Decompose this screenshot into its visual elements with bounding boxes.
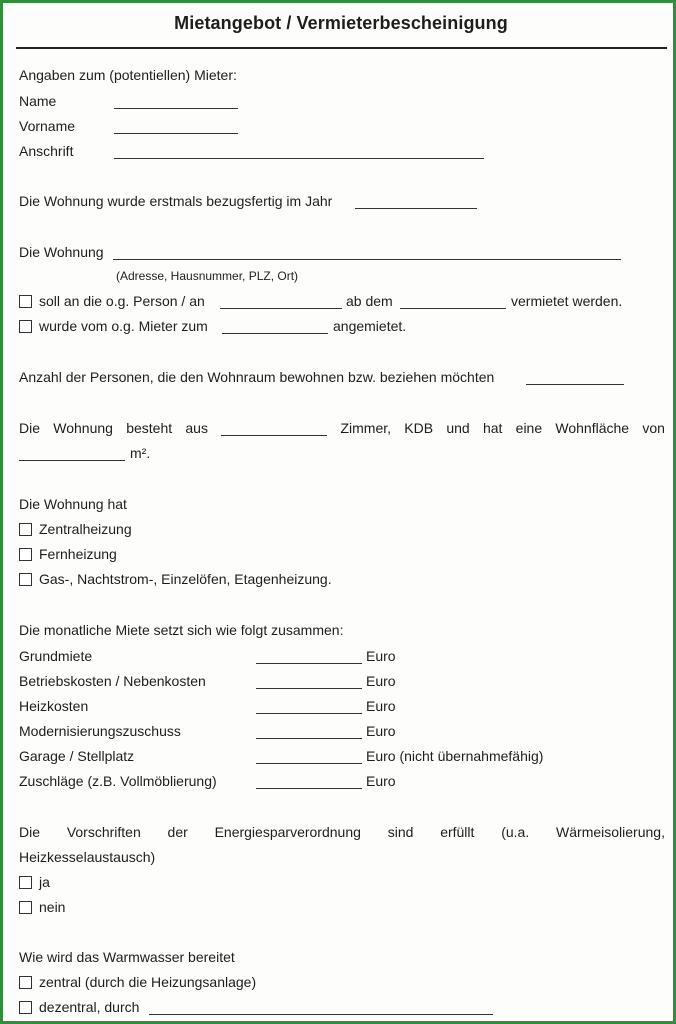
apartment-address-field[interactable] [113, 259, 621, 260]
other-heating-label: Gas-, Nachtstrom-, Einzelöfen, Etagenheizung. [39, 571, 332, 587]
rent-out-text-a: soll an die o.g. Person / an [39, 293, 205, 309]
rent-row-label: Betriebskosten / Nebenkosten [19, 673, 206, 689]
rented-text-b: angemietet. [333, 318, 407, 334]
rooms-word: aus [185, 420, 208, 436]
firstname-label: Vorname [19, 118, 76, 134]
name-label: Name [19, 93, 57, 109]
water-central-label: zentral (durch die Heizungsanlage) [39, 974, 257, 990]
persons-field[interactable] [526, 384, 624, 385]
rooms-word: KDB [404, 420, 434, 436]
base-rent-field[interactable] [256, 663, 362, 664]
operating-costs-field[interactable] [256, 688, 362, 689]
district-heating-label: Fernheizung [39, 546, 117, 562]
rooms-word: und [446, 420, 470, 436]
rent-row-unit: Euro [366, 723, 396, 739]
apartment-label: Die Wohnung [19, 244, 104, 260]
rooms-word: eine [515, 420, 543, 436]
rented-date-field[interactable] [222, 333, 328, 334]
rent-row-unit: Euro [366, 648, 396, 664]
first-ready-year-field[interactable] [355, 208, 477, 209]
water-decentral-checkbox[interactable] [19, 1001, 32, 1014]
rent-row-label: Garage / Stellplatz [19, 748, 135, 764]
energy-no-checkbox[interactable] [19, 901, 32, 914]
energy-word: Die [19, 824, 41, 840]
title-rule [16, 47, 667, 49]
rent-heading: Die monatliche Miete setzt sich wie folgt zusammen: [19, 622, 344, 638]
heating-heading: Die Wohnung hat [19, 496, 127, 512]
rooms-word: Wohnung [53, 420, 113, 436]
energy-word: Wärmeisolierung, [556, 824, 665, 840]
other-heating-checkbox[interactable] [19, 573, 32, 586]
rent-row-unit: Euro [366, 773, 396, 789]
garage-field[interactable] [256, 763, 362, 764]
rooms-word: Die [19, 420, 41, 436]
rooms-word: besteht [126, 420, 173, 436]
modernization-field[interactable] [256, 738, 362, 739]
rent-row-unit: Euro [366, 673, 396, 689]
energy-yes-label: ja [39, 874, 50, 890]
energy-word: Vorschriften [66, 824, 141, 840]
energy-word: (u.a. [501, 824, 530, 840]
energy-word: der [167, 824, 188, 840]
water-decentral-label: dezentral, durch [39, 999, 140, 1015]
energy-word: erfüllt [440, 824, 475, 840]
rent-out-date-field[interactable] [400, 308, 506, 309]
water-heading: Wie wird das Warmwasser bereitet [19, 949, 235, 965]
central-heating-checkbox[interactable] [19, 523, 32, 536]
water-decentral-field[interactable] [149, 1014, 493, 1015]
rooms-count-field[interactable] [221, 423, 327, 436]
energy-word: sind [387, 824, 414, 840]
rent-row-unit: Euro (nicht übernahmefähig) [366, 748, 544, 764]
rent-row-label: Heizkosten [19, 698, 89, 714]
firstname-field[interactable] [114, 133, 238, 134]
energy-line [19, 824, 665, 840]
rooms-word: hat [482, 420, 503, 436]
rent-row-label: Grundmiete [19, 648, 93, 664]
rent-out-person-field[interactable] [220, 308, 342, 309]
rented-text-a: wurde vom o.g. Mieter zum [39, 318, 208, 334]
rooms-word: Wohnfläche [555, 420, 630, 436]
energy-word: Energiesparverordnung [214, 824, 361, 840]
water-central-checkbox[interactable] [19, 976, 32, 989]
apartment-hint: (Adresse, Hausnummer, PLZ, Ort) [116, 269, 299, 283]
address-field[interactable] [114, 158, 484, 159]
persons-label: Anzahl der Personen, die den Wohnraum bewohnen bzw. beziehen möchten [19, 369, 495, 385]
district-heating-checkbox[interactable] [19, 548, 32, 561]
surcharges-field[interactable] [256, 788, 362, 789]
name-field[interactable] [114, 108, 238, 109]
rooms-line [19, 420, 665, 436]
rooms-word: von [642, 420, 665, 436]
area-unit: m². [130, 445, 151, 461]
rent-row-label: Modernisierungszuschuss [19, 723, 181, 739]
rent-out-text-c: vermietet werden. [511, 293, 623, 309]
heating-costs-field[interactable] [256, 713, 362, 714]
rent-out-checkbox[interactable] [19, 295, 32, 308]
energy-yes-checkbox[interactable] [19, 876, 32, 889]
tenant-heading: Angaben zum (potentiellen) Mieter: [19, 67, 237, 83]
address-label: Anschrift [19, 143, 74, 159]
central-heating-label: Zentralheizung [39, 521, 132, 537]
rented-checkbox[interactable] [19, 320, 32, 333]
page-title: Mietangebot / Vermieterbescheinigung [174, 13, 508, 33]
living-area-field[interactable] [19, 460, 125, 461]
rent-out-text-b: ab dem [346, 293, 393, 309]
rent-row-label: Zuschläge (z.B. Vollmöblierung) [19, 773, 217, 789]
energy-no-label: nein [39, 899, 66, 915]
energy-line-2: Heizkesselaustausch) [19, 849, 156, 865]
rent-row-unit: Euro [366, 698, 396, 714]
first-ready-label: Die Wohnung wurde erstmals bezugsfertig im Jahr [19, 193, 333, 209]
rooms-word: Zimmer, [340, 420, 392, 436]
